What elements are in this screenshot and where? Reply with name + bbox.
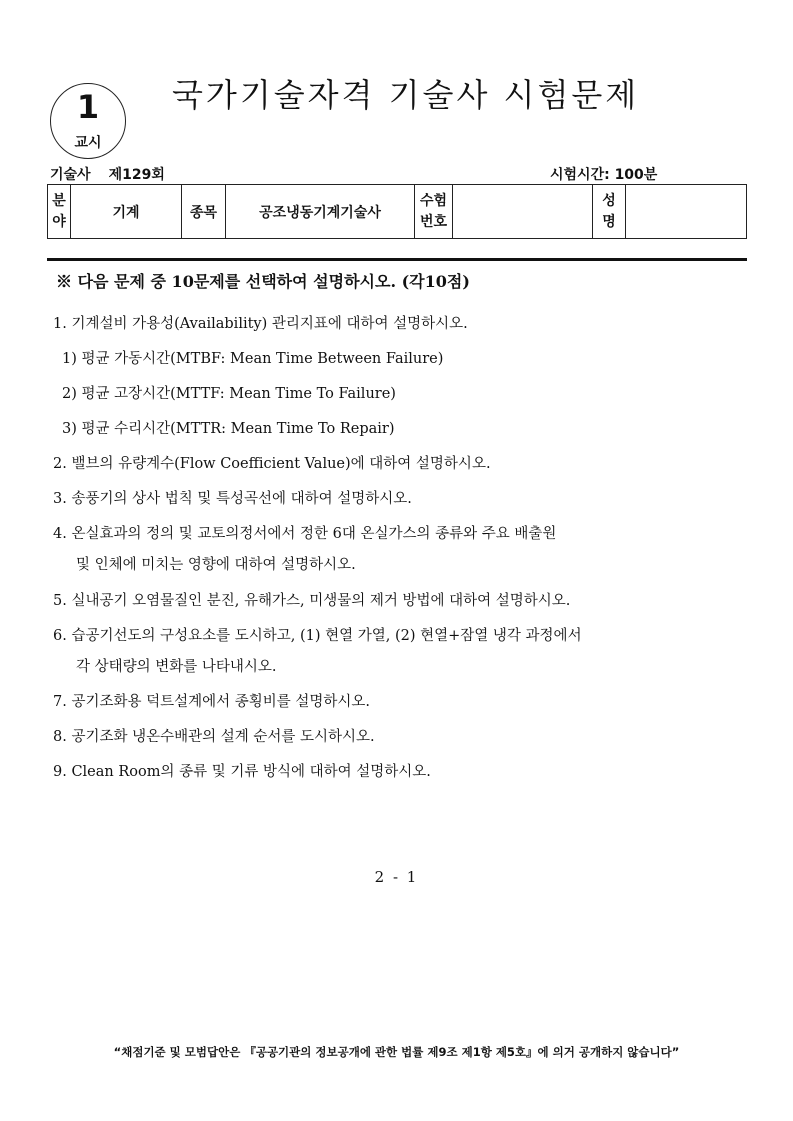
exam-number-label-2: 번호	[419, 213, 448, 230]
field-label-cell	[48, 185, 71, 239]
exam-time: 시험시간: 100분	[550, 167, 658, 183]
period-label: 교시	[74, 135, 102, 151]
field-label-2: 야	[52, 213, 66, 230]
period-badge	[50, 83, 126, 159]
exam-type: 기술사	[50, 167, 91, 183]
name-field[interactable]	[626, 185, 747, 239]
question-4-cont: 및 인체에 미치는 영향에 대하여 설명하시오.	[76, 557, 356, 573]
instruction: ※ 다음 문제 중 10문제를 선택하여 설명하시오. (각10점)	[56, 272, 470, 291]
question-8: 8. 공기조화 냉온수배관의 설계 순서를 도시하시오.	[53, 729, 375, 745]
page-number: 2 - 1	[374, 868, 419, 886]
field-label-1: 분	[52, 192, 66, 209]
exam-info	[50, 164, 165, 184]
question-5: 5. 실내공기 오염물질인 분진, 유해가스, 미생물의 제거 방법에 대하여 설명하시오.	[53, 593, 571, 609]
question-7: 7. 공기조화용 덕트설계에서 종횡비를 설명하시오.	[53, 694, 371, 710]
question-2: 2. 밸브의 유량계수(Flow Coefficient Value)에 대하여 설명하시오.	[53, 456, 491, 472]
category-label: 종목	[182, 185, 226, 239]
info-table	[47, 184, 747, 239]
period-number: 1	[76, 88, 100, 126]
question-1: 1. 기계설비 가용성(Availability) 관리지표에 대하여 설명하시오.	[53, 316, 468, 332]
question-6: 6. 습공기선도의 구성요소를 도시하고, (1) 현열 가열, (2) 현열+잠열 냉각 과정에서	[53, 628, 582, 644]
question-1-sub-2: 2) 평균 고장시간(MTTF: Mean Time To Failure)	[62, 386, 396, 402]
field-value: 기계	[71, 185, 182, 239]
question-1-sub-3: 3) 평균 수리시간(MTTR: Mean Time To Repair)	[62, 421, 395, 437]
name-label-2: 명	[602, 213, 616, 230]
exam-number-label-1: 수험	[419, 192, 448, 209]
question-6-cont: 각 상태량의 변화를 나타내시오.	[76, 659, 277, 675]
exam-round: 제129회	[108, 167, 165, 183]
name-label-cell	[593, 185, 626, 239]
exam-number-field[interactable]	[453, 185, 593, 239]
page-title: 국가기술자격 기술사 시험문제	[172, 76, 640, 114]
question-3: 3. 송풍기의 상사 법칙 및 특성곡선에 대하여 설명하시오.	[53, 491, 412, 507]
category-value: 공조냉동기계기술사	[226, 185, 415, 239]
question-9: 9. Clean Room의 종류 및 기류 방식에 대하여 설명하시오.	[53, 764, 431, 780]
exam-number-label-cell	[415, 185, 453, 239]
footer-notice: “채점기준 및 모범답안은 『공공기관의 정보공개에 관한 법률 제9조 제1항 제5호』에 의거 공개하지 않습니다”	[113, 1045, 680, 1059]
name-label-1: 성	[602, 192, 616, 209]
question-1-sub-1: 1) 평균 가동시간(MTBF: Mean Time Between Failure)	[62, 351, 444, 367]
question-4: 4. 온실효과의 정의 및 교토의정서에서 정한 6대 온실가스의 종류와 주요 배출원	[53, 526, 557, 542]
divider	[47, 258, 747, 261]
